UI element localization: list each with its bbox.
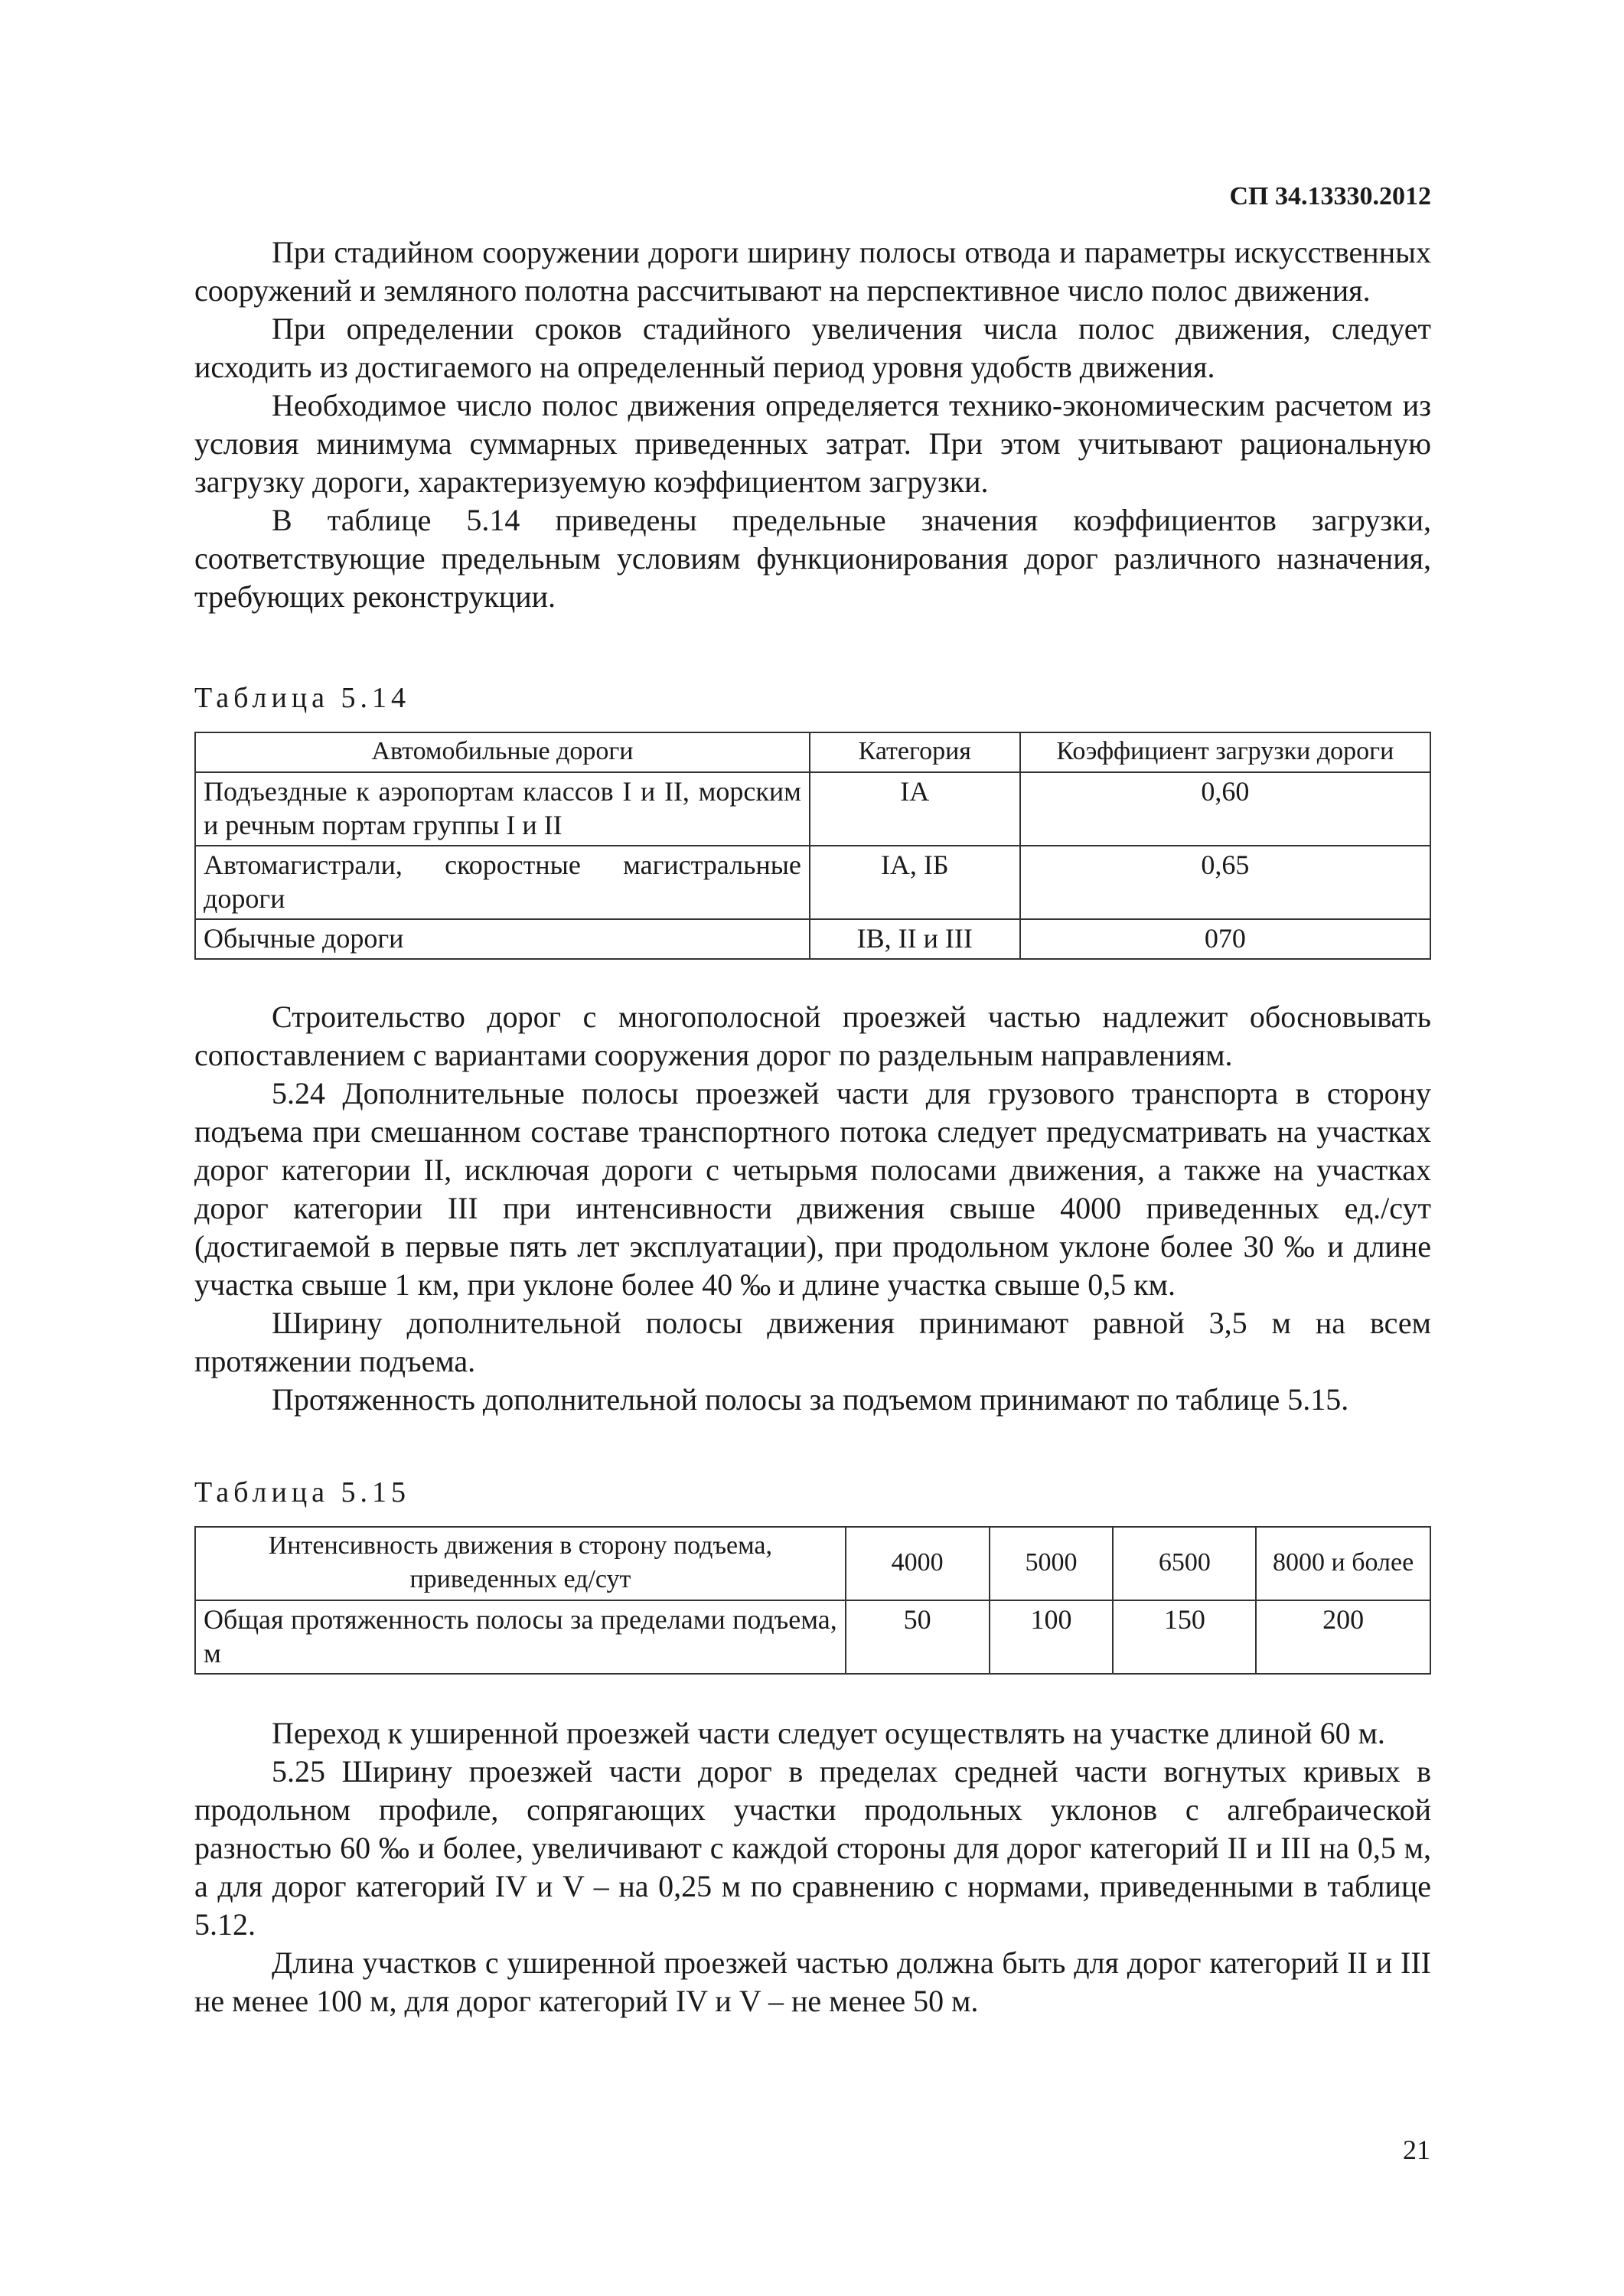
column-header: Категория	[810, 732, 1020, 772]
paragraph: В таблице 5.14 приведены предельные значения коэффициентов загрузки, соответствующие предельным условиям функционирования дорог различного назначения, требующих реконструкции.	[194, 503, 1431, 614]
table-cell: Обычные дороги	[195, 919, 810, 959]
paragraph: Строительство дорог с многополосной проезжей частью надлежит обосновывать сопоставлением с вариантами сооружения дорог по раздельным направлениям.	[194, 1000, 1431, 1072]
paragraph: При определении сроков стадийного увеличения числа полос движения, следует исходить из достигаемого на определенный период уровня удобств движения.	[194, 311, 1431, 384]
paragraph: 5.25 Ширину проезжей части дорог в пределах средней части вогнутых кривых в продольном профиле, сопрягающих участки продольных уклонов с алгебраической разностью 60 ‰ и более, увеличивают с каждой стороны для дорог категорий II и III на 0,5 м, а для дорог категорий IV и V – на 0,25 м по сравнению с нормами, приведенными в таблице 5.12.	[194, 1754, 1431, 1942]
table-header-row	[195, 1527, 1430, 1600]
column-header: 4000	[846, 1527, 990, 1600]
table-cell: IA	[810, 772, 1020, 846]
paragraph: Ширину дополнительной полосы движения принимают равной 3,5 м на всем протяжении подъема.	[194, 1306, 1431, 1378]
paragraph: Протяженность дополнительной полосы за подъемом принимают по таблице 5.15.	[272, 1382, 1349, 1417]
table-header-row	[195, 732, 1430, 772]
table-5-15	[194, 1526, 1431, 1675]
column-header: 5000	[990, 1527, 1114, 1600]
table-row	[195, 846, 1430, 919]
text-block-middle	[194, 998, 1431, 1419]
paragraph: Переход к уширенной проезжей части следует осуществлять на участке длиной 60 м.	[272, 1716, 1385, 1750]
column-header: 6500	[1113, 1527, 1256, 1600]
table-cell: 50	[846, 1600, 990, 1674]
table-cell: 200	[1256, 1600, 1430, 1674]
document-code-header: СП 34.13330.2012	[1229, 182, 1431, 210]
column-header: 8000 и более	[1256, 1527, 1430, 1600]
column-header: Коэффициент загрузки дороги	[1020, 732, 1430, 772]
paragraph: Длина участков с уширенной проезжей частью должна быть для дорог категорий II и III не менее 100 м, для дорог категорий IV и V – не менее 50 м.	[194, 1945, 1431, 2018]
table-cell: Общая протяженность полосы за пределами подъема, м	[195, 1600, 846, 1674]
text-block-top	[194, 233, 1431, 616]
table-cell: Подъездные к аэропортам классов I и II, морским и речным портам группы I и II	[195, 772, 810, 846]
page-number: 21	[1403, 2135, 1430, 2165]
table-cell: IB, II и III	[810, 919, 1020, 959]
table-cell: Автомагистрали, скоростные магистральные дороги	[195, 846, 810, 919]
table-row	[195, 1600, 1430, 1674]
column-header: Автомобильные дороги	[195, 732, 810, 772]
text-block-bottom	[194, 1714, 1431, 2020]
paragraph: При стадийном сооружении дороги ширину полосы отвода и параметры искусственных сооружений и земляного полотна рассчитывают на перспективное число полос движения.	[194, 235, 1431, 308]
table-5-14-caption: Таблица 5.14	[194, 682, 411, 714]
table-cell: 0,60	[1020, 772, 1430, 846]
paragraph: Необходимое число полос движения определяется технико-экономическим расчетом из условия минимума суммарных приведенных затрат. При этом учитывают рациональную загрузку дороги, характеризуемую коэффициентом загрузки.	[194, 388, 1431, 499]
table-row	[195, 772, 1430, 846]
table-cell: 150	[1113, 1600, 1256, 1674]
table-cell: IA, IБ	[810, 846, 1020, 919]
table-cell: 070	[1020, 919, 1430, 959]
table-cell: 100	[990, 1600, 1114, 1674]
table-5-14	[194, 732, 1431, 960]
table-row	[195, 919, 1430, 959]
column-header: Интенсивность движения в сторону подъема, приведенных ед/сут	[195, 1527, 846, 1600]
paragraph: 5.24 Дополнительные полосы проезжей части для грузового транспорта в сторону подъема при смешанном составе транспортного потока следует предусматривать на участках дорог категории II, исключая дороги с четырьмя полосами движения, а также на участках дорог категории III при интенсивности движения свыше 4000 приведенных ед./сут (достигаемой в первые пять лет эксплуатации), при продольном уклоне более 30 ‰ и длине участка свыше 1 км, при уклоне более 40 ‰ и длине участка свыше 0,5 км.	[194, 1076, 1431, 1302]
table-cell: 0,65	[1020, 846, 1430, 919]
table-5-15-caption: Таблица 5.15	[194, 1476, 411, 1508]
